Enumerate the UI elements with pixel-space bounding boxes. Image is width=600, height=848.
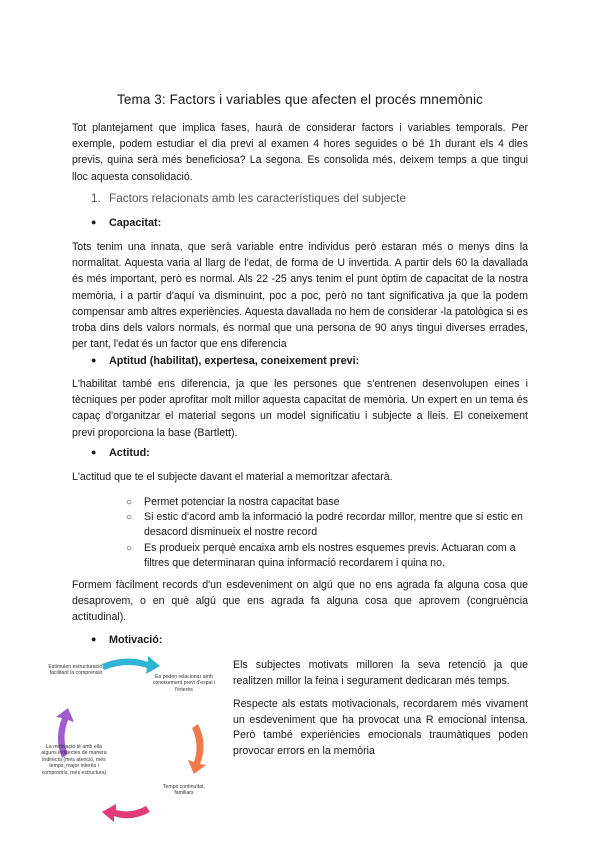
aptitud-paragraph: L'habilitat també ens diferencia, ja que les persones que s'entrenen desenvolupen eines i tècniques per poder aprofitar molt millor aquesta capacitat de memòria. Un expert en un tema és capaç d'organitzar el material segons un model significatiu i subjecte a lleis. El coneixement previ proporciona la base (Bartlett). [72,378,528,439]
diagram-label-top-right: Es poden relacionar amb coneixement previ d'espai i l'interès [152,674,216,693]
orange-arrow [188,724,206,774]
motivation-cycle-diagram [40,650,230,830]
section-heading-1 [91,191,406,205]
page-title: Tema 3: Factors i variables que afecten el procés mnemònic [117,92,483,107]
cyan-arrow [102,656,160,674]
actitud-heading-text: Actitud: [109,447,150,459]
bullet-icon: ● [91,447,97,457]
aptitud-heading-text: Aptitud (habilitat), expertesa, coneixement previ: [109,355,360,367]
list-item: ○ Es produeix perquè encaixa amb els nostres esquemes previs. Actuaran com a filtres que determinaran quina informació recordarem i quina no. [126,541,516,569]
capacitat-heading [91,217,161,229]
actitud-list [126,495,528,571]
capacitat-heading-text: Capacitat: [109,217,162,229]
section-number: 1. [91,191,101,205]
bullet-icon: ● [91,634,97,644]
circle-bullet-icon: ○ [126,497,133,508]
actitud-paragraph: L'actitud que te el subjecte davant el material a memoritzar afectarà. [72,471,393,483]
actitud-heading [91,447,150,459]
diagram-label-top-left: Estimulen estructuració, facilitant la comprensió [48,664,104,677]
diagram-label-bottom-right: Temps continuïtat, familiars [162,784,206,797]
list-item: ○ Si estic d'acord amb la informació la podré recordar millor, mentre que si estic en desacord disminueix el nostre record [126,511,523,539]
motivacio-heading-text: Motivació: [109,634,163,646]
pink-arrow [102,804,150,822]
intro-paragraph: Tot plantejament que implica fases, haurà de considerar factors i variables temporals. Per exemple, podem estudiar el dia previ al examen 4 hores seguides o bé 1h durant els 4 dies previs, quina serà més beneficiosa? La segona. Es consolida més, deixem temps a que tingui lloc aquesta consolidació. [72,122,528,183]
bullet-icon: ● [91,217,97,227]
aptitud-heading [91,355,359,367]
motivacio-paragraph-1: Els subjectes motivats milloren la seva retenció ja que realitzen millor la feina i segurament dedicaran més temps. [233,659,528,687]
capacitat-paragraph: Tots tenim una innata, que serà variable entre individus però estaran més o menys dins la normalitat. Aquesta varia al llarg de l'edat, de forma de U invertida. A partir dels 60 la davallada és més important, però es normal. Als 22 -25 anys tenim el punt òptim de capacitat de la nostra memòria, i a partir d'aquí va disminuint, poc a poc, però no tant significativa ja que la podem compensar amb altres experiències. Aquesta davallada no hem de considerar -la patològica si es troba dins dels valors normals, és normal que una persona de 90 anys tingui diverses errades, per tant, l'edat és un factor que ens diferencia [72,241,528,351]
bullet-icon: ● [91,355,97,365]
motivacio-heading [91,634,162,646]
section-label: Factors relacionats amb les característiques del subjecte [109,191,407,205]
diagram-label-bottom-left: La motivació té amb ella alguns indirectes de manera indirecta (més atenció, més temps, major interès i compromís, més estructura) [41,744,107,776]
motivacio-paragraph-2: Respecte als estats motivacionals, recordarem més vivament un esdeveniment que ha provocat una R emocional intensa. Però també experiències emocionals traumàtiques poden provocar errors en la memòria [233,698,528,757]
circle-bullet-icon: ○ [126,512,133,524]
actitud-after-paragraph: Formem fàcilment records d'un esdeveniment on algú que no ens agrada fa alguna cosa que desaprovem, o en què algú que ens agrada fa alguna cosa que aprovem (congruència actitudinal). [72,579,528,624]
circle-bullet-icon: ○ [126,542,133,554]
list-item: ○ Permet potenciar la nostra capacitat base [126,495,528,510]
